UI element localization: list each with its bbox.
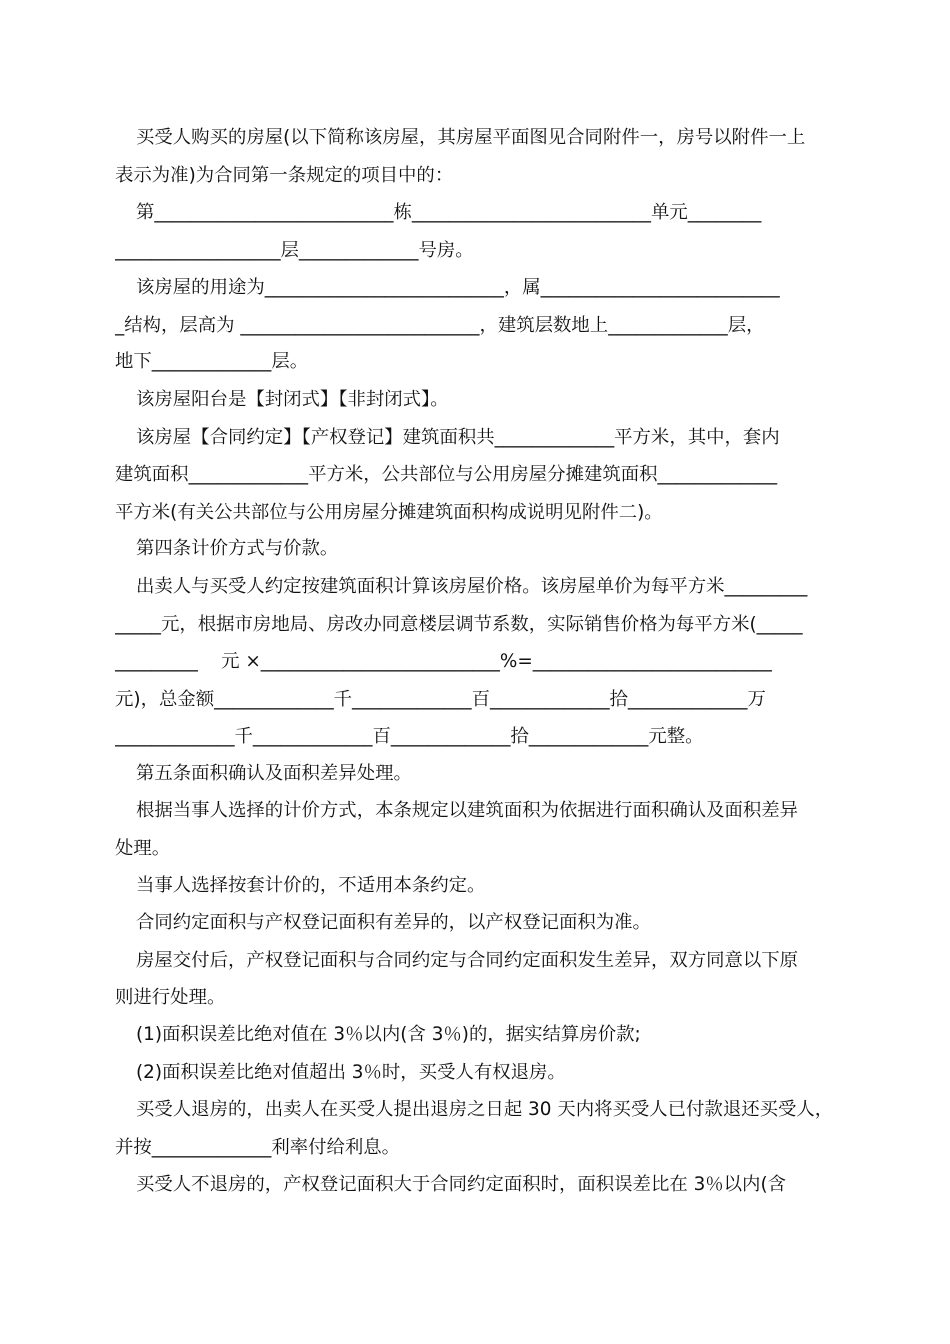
text-line: 平方米(有关公共部位与公用房屋分摊建筑面积构成说明见附件二)。: [115, 502, 663, 523]
text-line: 该房屋的用途为__________________________，属__________________________: [136, 277, 780, 298]
text-line: 根据当事人选择的计价方式，本条规定以建筑面积为依据进行面积确认及面积差异: [136, 800, 799, 821]
text-line: 元)，总金额_____________千_____________百_____________拾_____________万: [115, 689, 766, 710]
text-line: _结构，层高为 __________________________，建筑层数地上_____________层，: [115, 315, 765, 336]
text-line: 出卖人与买受人约定按建筑面积计算该房屋价格。该房屋单价为每平方米_________: [136, 576, 808, 597]
text-line: 合同约定面积与产权登记面积有差异的，以产权登记面积为准。: [136, 912, 651, 933]
text-line: 房屋交付后，产权登记面积与合同约定与合同约定面积发生差异，双方同意以下原: [136, 950, 799, 971]
text-line: 并按_____________利率付给利息。: [115, 1137, 401, 1158]
text-line: 该房屋阳台是【封闭式】【非封闭式】。: [136, 389, 449, 410]
text-line: 建筑面积_____________平方米，公共部位与公用房屋分摊建筑面积_____________: [115, 464, 778, 485]
text-line: 第五条面积确认及面积差异处理。: [136, 763, 412, 784]
text-line: 处理。: [115, 838, 171, 859]
text-line: 该房屋【合同约定】【产权登记】建筑面积共_____________平方米，其中，套内: [136, 427, 780, 448]
text-line: 第四条计价方式与价款。: [136, 538, 339, 559]
text-line: __________________层_____________号房。: [115, 240, 474, 261]
text-line: 买受人购买的房屋(以下简称该房屋，其房屋平面图见合同附件一，房号以附件一上: [136, 127, 806, 148]
text-line: 地下_____________层。: [115, 351, 309, 372]
text-line: _____________千_____________百_____________拾_____________元整。: [115, 726, 704, 747]
text-line: (2)面积误差比绝对值超出 3％时，买受人有权退房。: [136, 1062, 566, 1083]
text-line: 第__________________________栋__________________________单元________: [136, 202, 762, 223]
text-line: (1)面积误差比绝对值在 3％以内(含 3％)的，据实结算房价款;: [136, 1024, 641, 1045]
text-line: _____元，根据市房地局、房改办同意楼层调节系数，实际销售价格为每平方米(_____: [115, 614, 803, 635]
text-line: 表示为准)为合同第一条规定的项目中的：: [115, 165, 454, 186]
text-line: _________ 元 ×__________________________%=__________________________: [115, 651, 772, 672]
text-line: 买受人不退房的，产权登记面积大于合同约定面积时，面积误差比在 3％以内(含: [136, 1174, 787, 1195]
text-line: 则进行处理。: [115, 987, 226, 1008]
text-line: 买受人退房的，出卖人在买受人提出退房之日起 30 天内将买受人已付款退还买受人，: [136, 1099, 834, 1120]
text-line: 当事人选择按套计价的，不适用本条约定。: [136, 875, 486, 896]
